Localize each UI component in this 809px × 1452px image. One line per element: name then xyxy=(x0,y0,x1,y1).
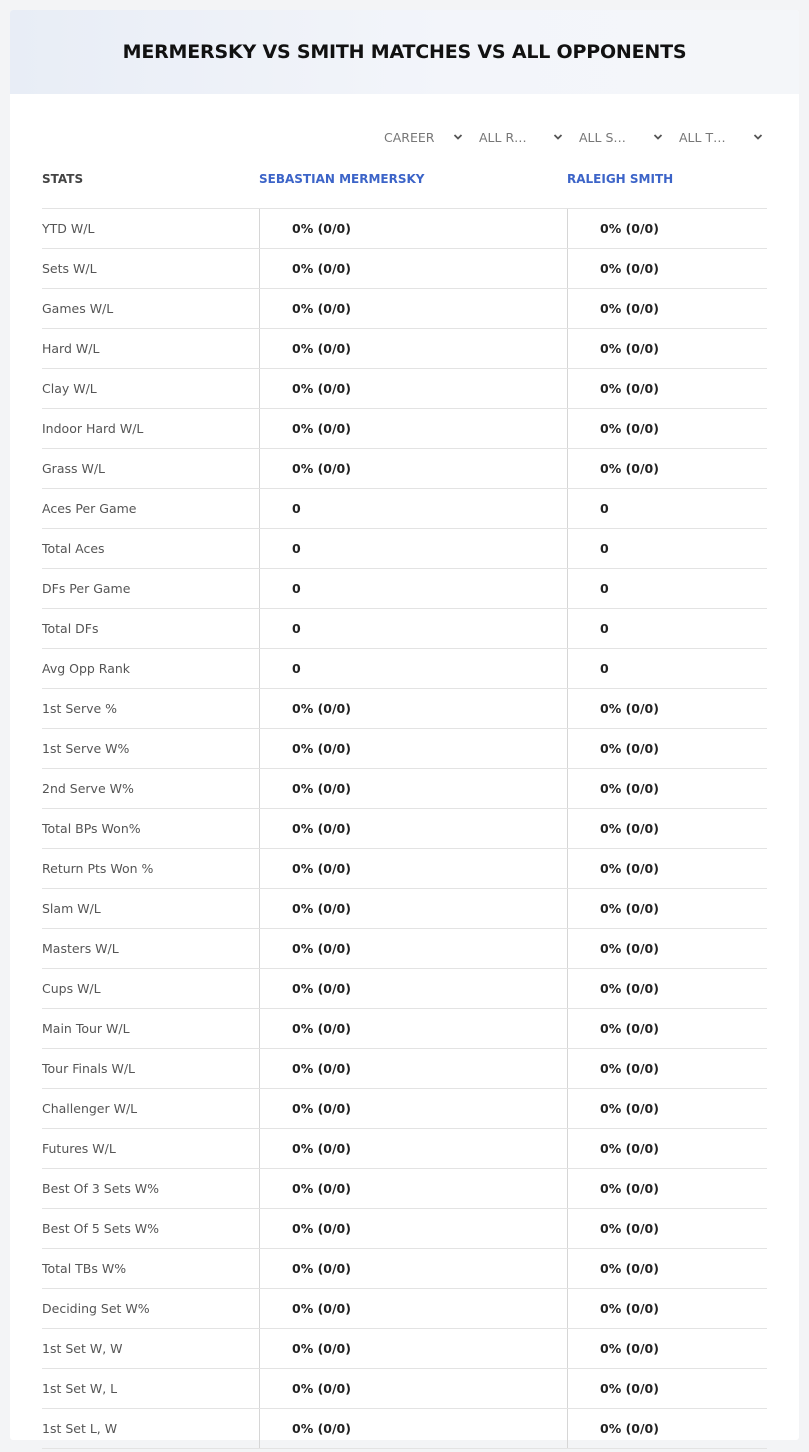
player1-value: 0% (0/0) xyxy=(292,741,351,756)
player2-cell xyxy=(567,929,768,968)
player1-value: 0% (0/0) xyxy=(292,901,351,916)
player1-value: 0% (0/0) xyxy=(292,461,351,476)
player1-cell xyxy=(259,1089,567,1128)
player2-value: 0% (0/0) xyxy=(600,381,659,396)
stat-label: Tour Finals W/L xyxy=(42,1061,136,1076)
player2-cell xyxy=(567,769,768,808)
player1-cell xyxy=(259,1409,567,1448)
player2-value: 0% (0/0) xyxy=(600,221,659,236)
chevron-down-icon xyxy=(552,131,564,143)
player1-cell xyxy=(259,689,567,728)
player2-cell xyxy=(567,689,768,728)
table-row xyxy=(42,889,767,929)
stat-label: 2nd Serve W% xyxy=(42,781,134,796)
player1-cell xyxy=(259,209,567,248)
stat-label: YTD W/L xyxy=(42,221,95,236)
player2-cell xyxy=(567,289,768,328)
chevron-down-icon xyxy=(752,131,764,143)
player1-cell xyxy=(259,409,567,448)
player2-value: 0% (0/0) xyxy=(600,821,659,836)
filter-tournaments-select[interactable] xyxy=(679,126,764,148)
player1-link[interactable]: SEBASTIAN MERMERSKY xyxy=(259,172,425,186)
player2-cell xyxy=(567,1169,768,1208)
player2-value: 0% (0/0) xyxy=(600,1381,659,1396)
stat-label: Clay W/L xyxy=(42,381,97,396)
table-row xyxy=(42,1409,767,1449)
stats-card xyxy=(10,10,799,1440)
stat-label: Best Of 5 Sets W% xyxy=(42,1221,160,1236)
player2-cell xyxy=(567,1289,768,1328)
player1-cell xyxy=(259,969,567,1008)
stat-label: Total TBs W% xyxy=(42,1261,127,1276)
player1-cell xyxy=(259,889,567,928)
player2-value: 0% (0/0) xyxy=(600,901,659,916)
player2-cell xyxy=(567,889,768,928)
filter-surfaces-select[interactable] xyxy=(579,126,664,148)
player1-value: 0% (0/0) xyxy=(292,1301,351,1316)
player2-value: 0 xyxy=(600,621,609,636)
table-row xyxy=(42,969,767,1009)
player2-cell xyxy=(567,1249,768,1288)
player2-value: 0% (0/0) xyxy=(600,301,659,316)
stat-label: Cups W/L xyxy=(42,981,101,996)
chevron-down-icon xyxy=(652,131,664,143)
table-row xyxy=(42,1329,767,1369)
stat-label: Aces Per Game xyxy=(42,501,137,516)
stat-label: Total DFs xyxy=(42,621,99,636)
page-title: MERMERSKY VS SMITH MATCHES VS ALL OPPONENTS xyxy=(122,41,687,63)
player2-value: 0% (0/0) xyxy=(600,1021,659,1036)
filter-label: CAREER xyxy=(384,129,435,145)
table-row xyxy=(42,329,767,369)
table-row xyxy=(42,1129,767,1169)
player1-value: 0% (0/0) xyxy=(292,701,351,716)
player1-value: 0 xyxy=(292,661,301,676)
filter-rounds-select[interactable] xyxy=(479,126,564,148)
player1-cell xyxy=(259,1009,567,1048)
player1-value: 0 xyxy=(292,581,301,596)
stat-label: 1st Set W, W xyxy=(42,1341,123,1356)
player2-cell xyxy=(567,489,768,528)
table-row xyxy=(42,569,767,609)
player2-value: 0% (0/0) xyxy=(600,1421,659,1436)
stat-label: Games W/L xyxy=(42,301,114,316)
player1-cell xyxy=(259,289,567,328)
player2-value: 0% (0/0) xyxy=(600,1101,659,1116)
player2-value: 0% (0/0) xyxy=(600,981,659,996)
table-row xyxy=(42,1209,767,1249)
player1-value: 0% (0/0) xyxy=(292,941,351,956)
stat-label: Total BPs Won% xyxy=(42,821,141,836)
chevron-down-icon xyxy=(452,131,464,143)
table-row xyxy=(42,769,767,809)
table-row xyxy=(42,1169,767,1209)
table-row xyxy=(42,1009,767,1049)
player2-value: 0% (0/0) xyxy=(600,461,659,476)
player1-value: 0% (0/0) xyxy=(292,1381,351,1396)
player2-cell xyxy=(567,409,768,448)
player1-cell xyxy=(259,249,567,288)
player2-value: 0% (0/0) xyxy=(600,781,659,796)
stat-label: Futures W/L xyxy=(42,1141,116,1156)
player1-cell xyxy=(259,529,567,568)
stat-label: Avg Opp Rank xyxy=(42,661,131,676)
player1-cell xyxy=(259,769,567,808)
filter-label: ALL T… xyxy=(679,129,726,145)
stat-label: Total Aces xyxy=(42,541,105,556)
player1-cell xyxy=(259,649,567,688)
player1-value: 0 xyxy=(292,501,301,516)
table-row xyxy=(42,369,767,409)
player2-cell xyxy=(567,1369,768,1408)
player1-value: 0% (0/0) xyxy=(292,1261,351,1276)
player1-value: 0% (0/0) xyxy=(292,381,351,396)
player2-cell xyxy=(567,369,768,408)
player1-cell xyxy=(259,369,567,408)
player2-cell xyxy=(567,1129,768,1168)
player2-cell xyxy=(567,209,768,248)
player2-value: 0% (0/0) xyxy=(600,421,659,436)
player2-cell xyxy=(567,1089,768,1128)
table-row xyxy=(42,1289,767,1329)
player1-cell xyxy=(259,729,567,768)
stat-label: Masters W/L xyxy=(42,941,119,956)
stat-label: Main Tour W/L xyxy=(42,1021,130,1036)
player2-value: 0% (0/0) xyxy=(600,341,659,356)
player1-cell xyxy=(259,1049,567,1088)
player1-cell xyxy=(259,1369,567,1408)
player1-cell xyxy=(259,609,567,648)
player1-value: 0% (0/0) xyxy=(292,1341,351,1356)
player2-value: 0% (0/0) xyxy=(600,941,659,956)
player2-cell xyxy=(567,969,768,1008)
player2-value: 0% (0/0) xyxy=(600,1301,659,1316)
player2-cell xyxy=(567,729,768,768)
stat-label: Sets W/L xyxy=(42,261,97,276)
player1-value: 0% (0/0) xyxy=(292,301,351,316)
table-row xyxy=(42,729,767,769)
player2-cell xyxy=(567,569,768,608)
stat-label: DFs Per Game xyxy=(42,581,131,596)
player2-cell xyxy=(567,329,768,368)
player2-value: 0% (0/0) xyxy=(600,261,659,276)
stat-label: Deciding Set W% xyxy=(42,1301,150,1316)
player2-value: 0 xyxy=(600,541,609,556)
player2-cell xyxy=(567,1049,768,1088)
table-row xyxy=(42,1369,767,1409)
player2-cell xyxy=(567,529,768,568)
player1-cell xyxy=(259,1129,567,1168)
player1-value: 0% (0/0) xyxy=(292,261,351,276)
player2-value: 0% (0/0) xyxy=(600,1181,659,1196)
player2-cell xyxy=(567,809,768,848)
player1-cell xyxy=(259,1249,567,1288)
filter-label: ALL R… xyxy=(479,129,527,145)
player1-cell xyxy=(259,929,567,968)
table-row xyxy=(42,929,767,969)
player2-value: 0% (0/0) xyxy=(600,701,659,716)
player1-value: 0% (0/0) xyxy=(292,861,351,876)
table-row xyxy=(42,529,767,569)
player2-value: 0 xyxy=(600,501,609,516)
player1-cell xyxy=(259,489,567,528)
player1-cell xyxy=(259,1209,567,1248)
filter-label: ALL S… xyxy=(579,129,626,145)
player1-value: 0% (0/0) xyxy=(292,1101,351,1116)
player2-cell xyxy=(567,849,768,888)
stat-label: Best Of 3 Sets W% xyxy=(42,1181,160,1196)
player2-value: 0% (0/0) xyxy=(600,1221,659,1236)
table-row xyxy=(42,1049,767,1089)
filter-career-select[interactable] xyxy=(384,126,464,148)
stats-table-body xyxy=(42,208,767,1449)
stat-label: Return Pts Won % xyxy=(42,861,154,876)
player2-value: 0 xyxy=(600,581,609,596)
player1-value: 0 xyxy=(292,621,301,636)
player2-cell xyxy=(567,1209,768,1248)
player1-cell xyxy=(259,329,567,368)
stat-label: Slam W/L xyxy=(42,901,101,916)
table-header xyxy=(42,172,767,208)
player1-value: 0% (0/0) xyxy=(292,1421,351,1436)
player2-value: 0% (0/0) xyxy=(600,1061,659,1076)
table-row xyxy=(42,1089,767,1129)
table-row xyxy=(42,409,767,449)
table-row xyxy=(42,849,767,889)
player1-value: 0% (0/0) xyxy=(292,1061,351,1076)
player2-cell xyxy=(567,1409,768,1448)
stat-label: 1st Set W, L xyxy=(42,1381,118,1396)
player2-value: 0% (0/0) xyxy=(600,1341,659,1356)
table-row xyxy=(42,249,767,289)
player1-value: 0% (0/0) xyxy=(292,221,351,236)
stat-label: 1st Set L, W xyxy=(42,1421,118,1436)
table-row xyxy=(42,689,767,729)
table-row xyxy=(42,809,767,849)
player1-value: 0 xyxy=(292,541,301,556)
stat-label: Grass W/L xyxy=(42,461,106,476)
card-header xyxy=(10,10,799,94)
stat-label: Hard W/L xyxy=(42,341,100,356)
stat-label: Indoor Hard W/L xyxy=(42,421,144,436)
player2-value: 0% (0/0) xyxy=(600,1141,659,1156)
table-row xyxy=(42,289,767,329)
table-row xyxy=(42,1249,767,1289)
stat-label: 1st Serve % xyxy=(42,701,118,716)
player1-value: 0% (0/0) xyxy=(292,421,351,436)
player1-value: 0% (0/0) xyxy=(292,1181,351,1196)
player1-cell xyxy=(259,569,567,608)
player1-cell xyxy=(259,809,567,848)
player2-link[interactable]: RALEIGH SMITH xyxy=(567,172,674,186)
player1-cell xyxy=(259,449,567,488)
table-row xyxy=(42,449,767,489)
stat-label: Challenger W/L xyxy=(42,1101,138,1116)
player1-cell xyxy=(259,1329,567,1368)
player1-value: 0% (0/0) xyxy=(292,1221,351,1236)
player2-value: 0% (0/0) xyxy=(600,861,659,876)
table-row xyxy=(42,609,767,649)
player1-cell xyxy=(259,849,567,888)
player1-cell xyxy=(259,1289,567,1328)
player2-cell xyxy=(567,649,768,688)
player2-value: 0 xyxy=(600,661,609,676)
player1-value: 0% (0/0) xyxy=(292,1141,351,1156)
table-row xyxy=(42,208,767,249)
stat-label: 1st Serve W% xyxy=(42,741,130,756)
player2-cell xyxy=(567,1329,768,1368)
player1-value: 0% (0/0) xyxy=(292,1021,351,1036)
table-row xyxy=(42,489,767,529)
player1-cell xyxy=(259,1169,567,1208)
player1-value: 0% (0/0) xyxy=(292,981,351,996)
player2-cell xyxy=(567,609,768,648)
player1-value: 0% (0/0) xyxy=(292,821,351,836)
player1-value: 0% (0/0) xyxy=(292,781,351,796)
player2-cell xyxy=(567,249,768,288)
player2-cell xyxy=(567,1009,768,1048)
stats-column-header: STATS xyxy=(42,172,84,186)
table-row xyxy=(42,649,767,689)
filter-bar xyxy=(10,126,799,148)
player1-value: 0% (0/0) xyxy=(292,341,351,356)
player2-value: 0% (0/0) xyxy=(600,1261,659,1276)
player2-value: 0% (0/0) xyxy=(600,741,659,756)
player2-cell xyxy=(567,449,768,488)
